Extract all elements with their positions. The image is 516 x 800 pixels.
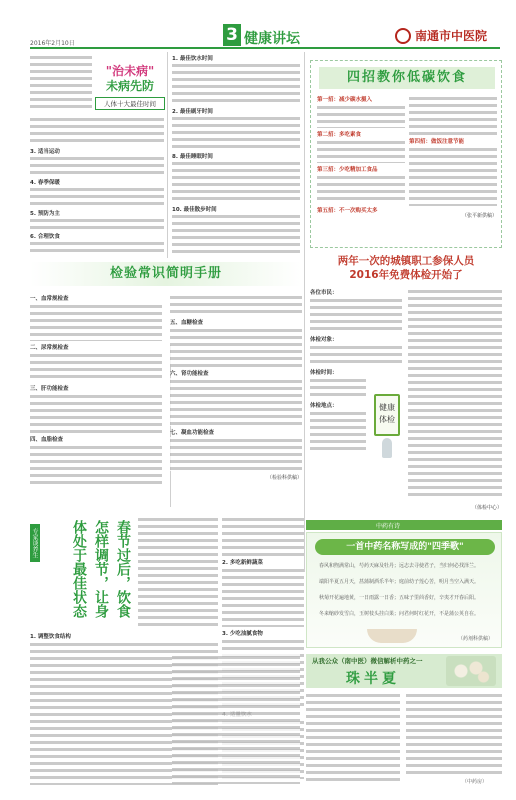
body-text <box>409 95 497 135</box>
section-heading: 体检对象： <box>310 337 338 343</box>
promo-line-2: 未病先防 <box>105 79 154 93</box>
herb-image <box>446 656 496 686</box>
section-heading: 2. 最佳刷牙时间 <box>172 109 213 115</box>
body-text <box>172 62 300 106</box>
section-heading: 1. 最佳饮水时间 <box>172 56 213 62</box>
body-text <box>30 444 162 484</box>
header-rule <box>30 47 500 49</box>
section-heading: 10. 最佳散步时间 <box>172 207 217 213</box>
page-number-badge: 3 <box>223 24 241 46</box>
salutation: 各位市民： <box>310 290 338 296</box>
section-heading: 七、凝血功能检查 <box>170 430 215 436</box>
herb-article <box>172 654 502 788</box>
body-text <box>222 567 304 627</box>
body-text <box>172 115 300 151</box>
free-exam-headline-1: 两年一次的城镇职工参保人员 <box>337 255 475 267</box>
poem-panel <box>306 532 502 648</box>
body-text <box>406 692 502 776</box>
poem-line: 春风和煦满常山，芍药天麻及牡丹；远志去寻使君子，当归何必找泽兰。 <box>319 563 480 569</box>
herb-series: 从我公众（南中医）微信解析中药之一 <box>312 657 423 665</box>
body-text <box>317 174 405 204</box>
herb-header <box>306 654 502 688</box>
column-divider <box>167 52 168 258</box>
body-text <box>30 303 162 341</box>
body-text <box>310 377 366 399</box>
body-text <box>172 160 300 204</box>
poem-author: （药剂科供稿） <box>457 636 493 642</box>
poem-line: 端阳半夏五月天，菖蒲制酒乐半年；庭前幼子莲心苦，明月当空入满天。 <box>319 579 480 585</box>
section-heading: 体检地点： <box>310 403 338 409</box>
body-text <box>317 104 405 128</box>
page-header <box>0 0 516 50</box>
badge-text-1: 健康 <box>379 403 395 412</box>
promo-line-3: 人体十大最佳时间 <box>95 97 165 110</box>
manual-article <box>30 262 302 510</box>
health-check-illustration <box>370 394 404 460</box>
badge-text-2: 体检 <box>379 415 395 424</box>
section-heading: 5. 预防为主 <box>30 211 60 217</box>
body-text <box>30 393 162 433</box>
manual-col-2 <box>170 294 302 508</box>
body-text <box>30 240 164 254</box>
body-text <box>306 692 400 784</box>
body-text <box>30 352 162 382</box>
body-text <box>30 116 164 146</box>
column-title: 健康讲坛 <box>244 31 300 47</box>
issue-date: 2016年2月10日 <box>30 40 75 47</box>
body-text <box>30 217 164 231</box>
manual-title: 检验常识简明手册 <box>30 262 302 286</box>
section-heading: 体检时间： <box>310 370 338 376</box>
body-text <box>170 437 302 471</box>
section-heading: 8. 最佳睡眠时间 <box>172 154 213 160</box>
section-heading: 3. 适当运动 <box>30 149 60 155</box>
poem-line: 秋菊开花遍地黄，一日雨露一日香；五味子里茴香好，辛夷才开春后阳。 <box>319 595 480 601</box>
tips-col-2 <box>409 95 497 245</box>
promo-box <box>95 64 165 116</box>
tip-heading: 第二招：多吃素食 <box>317 132 362 138</box>
section-heading: 一、血常规检查 <box>30 296 69 302</box>
tips-col-1 <box>317 95 405 245</box>
section-heading: 4. 春季保暖 <box>30 180 60 186</box>
free-exam-article <box>310 254 502 516</box>
body-text <box>30 186 164 208</box>
paper-name: 南通市中医院 <box>415 29 488 43</box>
body-text <box>408 288 502 500</box>
body-text <box>30 54 92 112</box>
body-text <box>317 139 405 163</box>
body-text <box>409 146 497 206</box>
poem-banner <box>306 520 502 530</box>
section-heading: 二、尿常规检查 <box>30 345 69 351</box>
section-heading: 2. 多吃新鲜蔬菜 <box>222 560 263 566</box>
body-text <box>310 344 402 366</box>
poem-banner-text: 中药有诗 <box>376 523 401 530</box>
promo-line-1: "治未病" <box>105 64 155 78</box>
free-exam-col-2 <box>408 288 502 514</box>
section-heading: 六、肾功能检查 <box>170 371 209 377</box>
section-heading: 6. 合理饮食 <box>30 234 60 240</box>
free-exam-headline-2: 2016年免费体检开始了 <box>349 269 463 281</box>
body-text <box>172 654 300 784</box>
section-heading: 1. 调整饮食结构 <box>30 634 71 640</box>
tip-heading: 第三招：少吃精加工食品 <box>317 167 378 173</box>
body-text <box>30 155 164 177</box>
section-heading: 四、血脂检查 <box>30 437 64 443</box>
teacup-icon <box>367 629 417 643</box>
body-text <box>170 294 302 316</box>
manual-col-1 <box>30 294 162 508</box>
tip-heading: 第五招：不一次购买太多 <box>317 208 378 214</box>
section-heading: 3. 少吃油腻食物 <box>222 631 263 637</box>
body-text <box>172 213 300 253</box>
side-tag: 专家谈养生 <box>30 524 40 562</box>
body-text <box>170 378 302 426</box>
poem-box <box>306 520 502 648</box>
spring-diet-title: 春节过后，饮食怎样调节，让身体处于最佳状态 <box>71 520 131 618</box>
section-heading: 三、肝功能检查 <box>30 386 69 392</box>
tip-heading: 第四招：做饭注意节能 <box>409 139 465 145</box>
top-middle-article <box>172 54 300 258</box>
body-text <box>222 516 304 556</box>
paper-emblem-icon <box>395 28 411 44</box>
poem-title: 一首中药名称写成的"四季歌" <box>315 539 495 555</box>
body-text <box>310 297 402 333</box>
herb-footer: （中药房） <box>462 779 488 785</box>
poem-line: 冬来缩砂发雪白，玉树枝头挂白果；问君何时红花开，不是蒲公英自在。 <box>319 611 480 617</box>
body-text <box>310 410 366 450</box>
herb-name: 珠半夏 <box>346 671 400 687</box>
tip-heading: 第一招：减少碳水摄入 <box>317 97 373 103</box>
manual-footer: （检验科供稿） <box>266 475 302 481</box>
low-carbon-box <box>310 60 502 248</box>
column-divider <box>304 52 305 572</box>
figure-icon <box>382 438 392 458</box>
body-text <box>138 516 218 626</box>
low-carbon-title: 四招教你低碳饮食 <box>319 67 495 89</box>
free-exam-footer: （体检中心） <box>471 505 502 511</box>
body-text <box>170 327 302 367</box>
tips-footer: （张平新供稿） <box>461 213 497 219</box>
section-heading: 五、血糖检查 <box>170 320 204 326</box>
paper-logo <box>395 27 487 44</box>
